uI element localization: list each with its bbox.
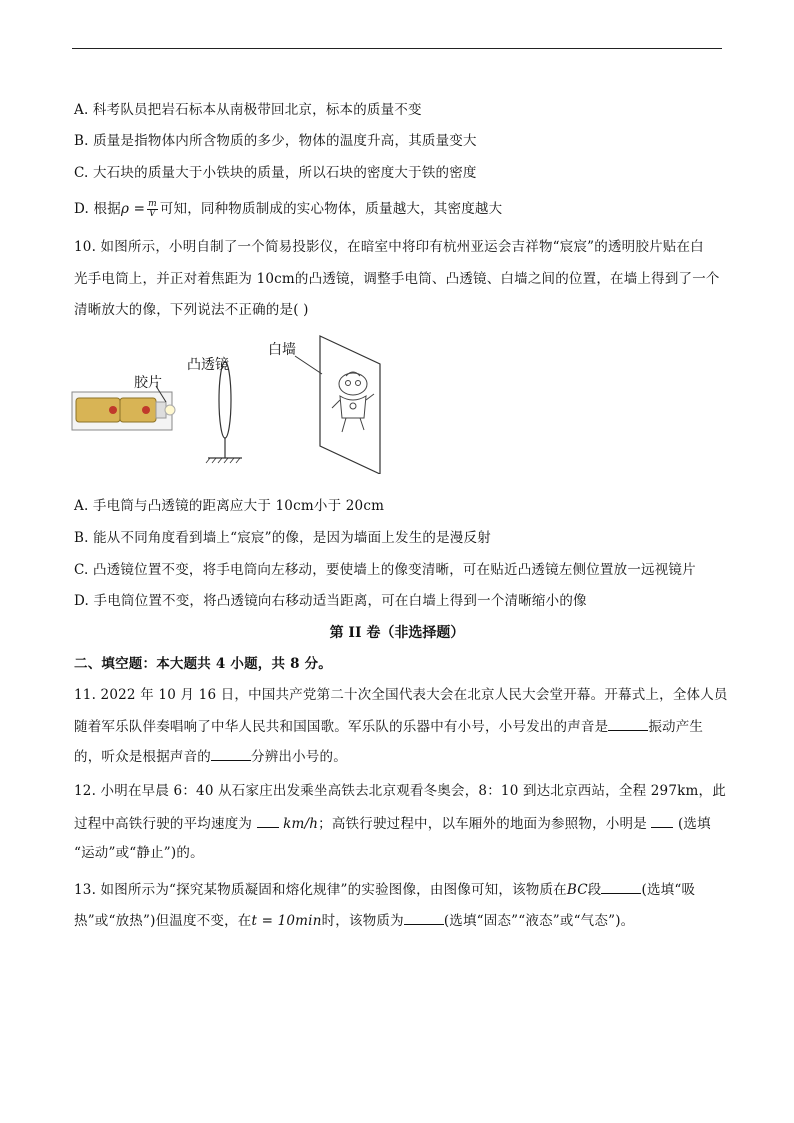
answer-blank[interactable] [257,813,279,828]
speed-unit: km/h [283,816,319,832]
label-convex-lens: 凸透镜 [187,357,229,373]
q11-line3-text: 的，听众是根据声音的 [74,749,211,765]
projector-figure [70,334,450,474]
battery-terminal-1 [109,406,117,414]
formula-fraction [147,200,158,219]
fraction-denominator: V [149,209,156,219]
label-white-wall: 白墙 [268,342,296,358]
q11-line3-tail: 分辨出小号的。 [251,749,347,765]
q10-option-b: B. 能从不同角度看到墙上“宸宸”的像，是因为墙面上发生的是漫反射 [74,530,491,546]
q13-line1-tail: (选填“吸 [641,882,696,898]
fraction-numerator: m [148,199,157,209]
q9-option-a: A. 科考队员把岩石标本从南极带回北京，标本的质量不变 [74,102,422,118]
q11-line2 [74,716,703,737]
q10-stem-line3: 清晰放大的像，下列说法不正确的是( ) [74,302,309,318]
q13-line1 [74,879,695,900]
header-rule [72,48,722,49]
q10-option-a: A. 手电筒与凸透镜的距离应大于 10cm小于 20cm [74,498,385,514]
q13-line2 [74,910,634,931]
q12-line1: 12. 小明在早晨 6：40 从石家庄出发乘坐高铁去北京观看冬奥会，8：10 到达北京西站，全程 297km，此 [74,783,726,799]
bulb [165,405,175,415]
q9-option-c: C. 大石块的质量大于小铁块的质量，所以石块的密度大于铁的密度 [74,165,477,181]
q12-line2-tail: (选填 [677,816,711,832]
q13-line2-mid: 时，该物质为 [321,913,404,929]
q9-option-d-text: 可知，同种物质制成的实心物体，质量越大，其密度越大 [159,201,503,217]
q12-line2-text: 过程中高铁行驶的平均速度为 [74,816,253,832]
answer-blank[interactable] [601,879,641,894]
q13-line2-text: 热”或“放热”)但温度不变，在 [74,913,252,929]
q13-line1-mid: 段 [587,882,602,898]
q10-option-c: C. 凸透镜位置不变，将手电筒向左移动，要使墙上的像变清晰，可在贴近凸透镜左侧位置放一远视镜片 [74,562,696,578]
wall-pointer [295,356,322,374]
q12-line2-mid: ；高铁行驶过程中，以车厢外的地面为参照物，小明是 [318,816,647,832]
q11-line1: 11. 2022 年 10 月 16 日，中国共产党第二十次全国代表大会在北京人民大会堂开幕。开幕式上，全体人员 [74,687,728,703]
section-heading: 二、填空题：本大题共 4 小题，共 8 分。 [74,656,332,672]
answer-blank[interactable] [404,910,444,925]
projector-diagram [70,334,450,474]
segment-bc: BC [566,882,588,898]
section-title: 第 II 卷（非选择题） [329,625,465,641]
answer-blank[interactable] [651,813,673,828]
q11-line2-tail: 振动产生 [648,719,704,735]
q9-option-d [74,199,502,219]
q11-line3 [74,746,347,767]
battery-terminal-2 [142,406,150,414]
label-film: 胶片 [134,375,162,391]
q13-line1-text: 13. 如图所示为“探究某物质凝固和熔化规律”的实验图像，由图像可知，该物质在 [74,882,567,898]
q10-stem-line1: 10. 如图所示，小明自制了一个简易投影仪，在暗室中将印有杭州亚运会吉祥物“宸宸”的透明胶片贴在白 [74,239,704,255]
ground-hatch [206,458,240,463]
answer-blank[interactable] [608,716,648,731]
q9-option-d-prefix: D. 根据 [74,201,121,217]
q10-stem-line2: 光手电筒上，并正对着焦距为 10cm的凸透镜，调整手电筒、凸透镜、白墙之间的位置，在墙上得到了一个 [74,271,720,287]
q12-line2 [74,813,711,834]
battery-2 [120,398,156,422]
answer-blank[interactable] [211,746,251,761]
formula-rho: ρ = [120,201,146,217]
q10-option-d: D. 手电筒位置不变，将凸透镜向右移动适当距离，可在白墙上得到一个清晰缩小的像 [74,593,587,609]
q13-line2-tail: (选填“固态”“液态”或“气态”)。 [443,913,635,929]
q12-line3: “运动”或“静止”)的。 [74,845,204,861]
q9-option-b: B. 质量是指物体内所含物质的多少，物体的温度升高，其质量变大 [74,133,477,149]
q11-line2-text: 随着军乐队伴奏唱响了中华人民共和国国歌。军乐队的乐器中有小号，小号发出的声音是 [74,719,609,735]
time-expression: t = 10min [251,913,322,929]
